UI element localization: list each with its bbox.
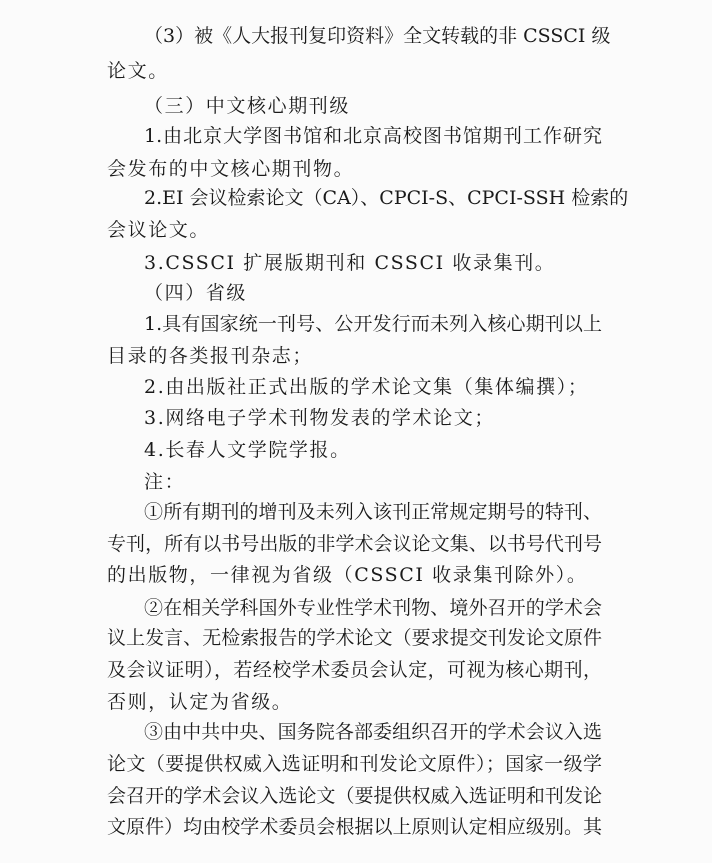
text-line: 2.EI 会议检索论文（CA）、CPCI-S、CPCI-SSH 检索的 — [144, 187, 629, 209]
text-line: 目录的各类报刊杂志； — [107, 345, 314, 367]
text-line: 论文。 — [107, 60, 169, 82]
section-heading: （三）中文核心期刊级 — [144, 95, 351, 117]
text-line: （3）被《人大报刊复印资料》全文转载的非 CSSCI 级 — [144, 25, 611, 47]
section-heading: （四）省级 — [144, 282, 248, 304]
note-heading: 注： — [144, 471, 186, 493]
text-line: 4.长春人文学院学报。 — [144, 439, 351, 461]
text-line: 议上发言、无检索报告的学术论文（要求提交刊发论文原件 — [107, 627, 602, 649]
text-line: 论文（要提供权威入选证明和刊发论文原件）；国家一级学 — [107, 753, 602, 775]
text-line: 3.CSSCI 扩展版期刊和 CSSCI 收录集刊。 — [144, 252, 556, 274]
text-line: 会议论文。 — [107, 219, 211, 241]
text-line: 3.网络电子学术刊物发表的学术论文； — [144, 407, 495, 429]
text-line: 1.具有国家统一刊号、公开发行而未列入核心期刊以上 — [144, 313, 602, 335]
text-line: ③由中共中央、国务院各部委组织召开的学术会议入选 — [144, 721, 602, 743]
text-line: ②在相关学科国外专业性学术刊物、境外召开的学术会 — [144, 597, 602, 619]
text-line: 2.由出版社正式出版的学术论文集（集体编撰）； — [144, 376, 589, 398]
text-line: 文原件）均由校学术委员会根据以上原则认定相应级别。其 — [107, 816, 602, 838]
text-line: 1.由北京大学图书馆和北京高校图书馆期刊工作研究 — [144, 125, 602, 147]
text-line: 及会议证明），若经校学术委员会认定，可视为核心期刊， — [107, 659, 602, 681]
text-line: 会召开的学术会议入选论文（要提供权威入选证明和刊发论 — [107, 785, 602, 807]
text-line: 专刊，所有以书号出版的非学术会议论文集、以书号代刊号 — [107, 533, 602, 555]
text-line: 的出版物，一律视为省级（CSSCI 收录集刊除外）。 — [107, 564, 588, 586]
text-line: 否则，认定为省级。 — [107, 691, 293, 713]
text-line: 会发布的中文核心期刊物。 — [107, 158, 355, 180]
text-line: ①所有期刊的增刊及未列入该刊正常规定期号的特刊、 — [144, 501, 602, 523]
